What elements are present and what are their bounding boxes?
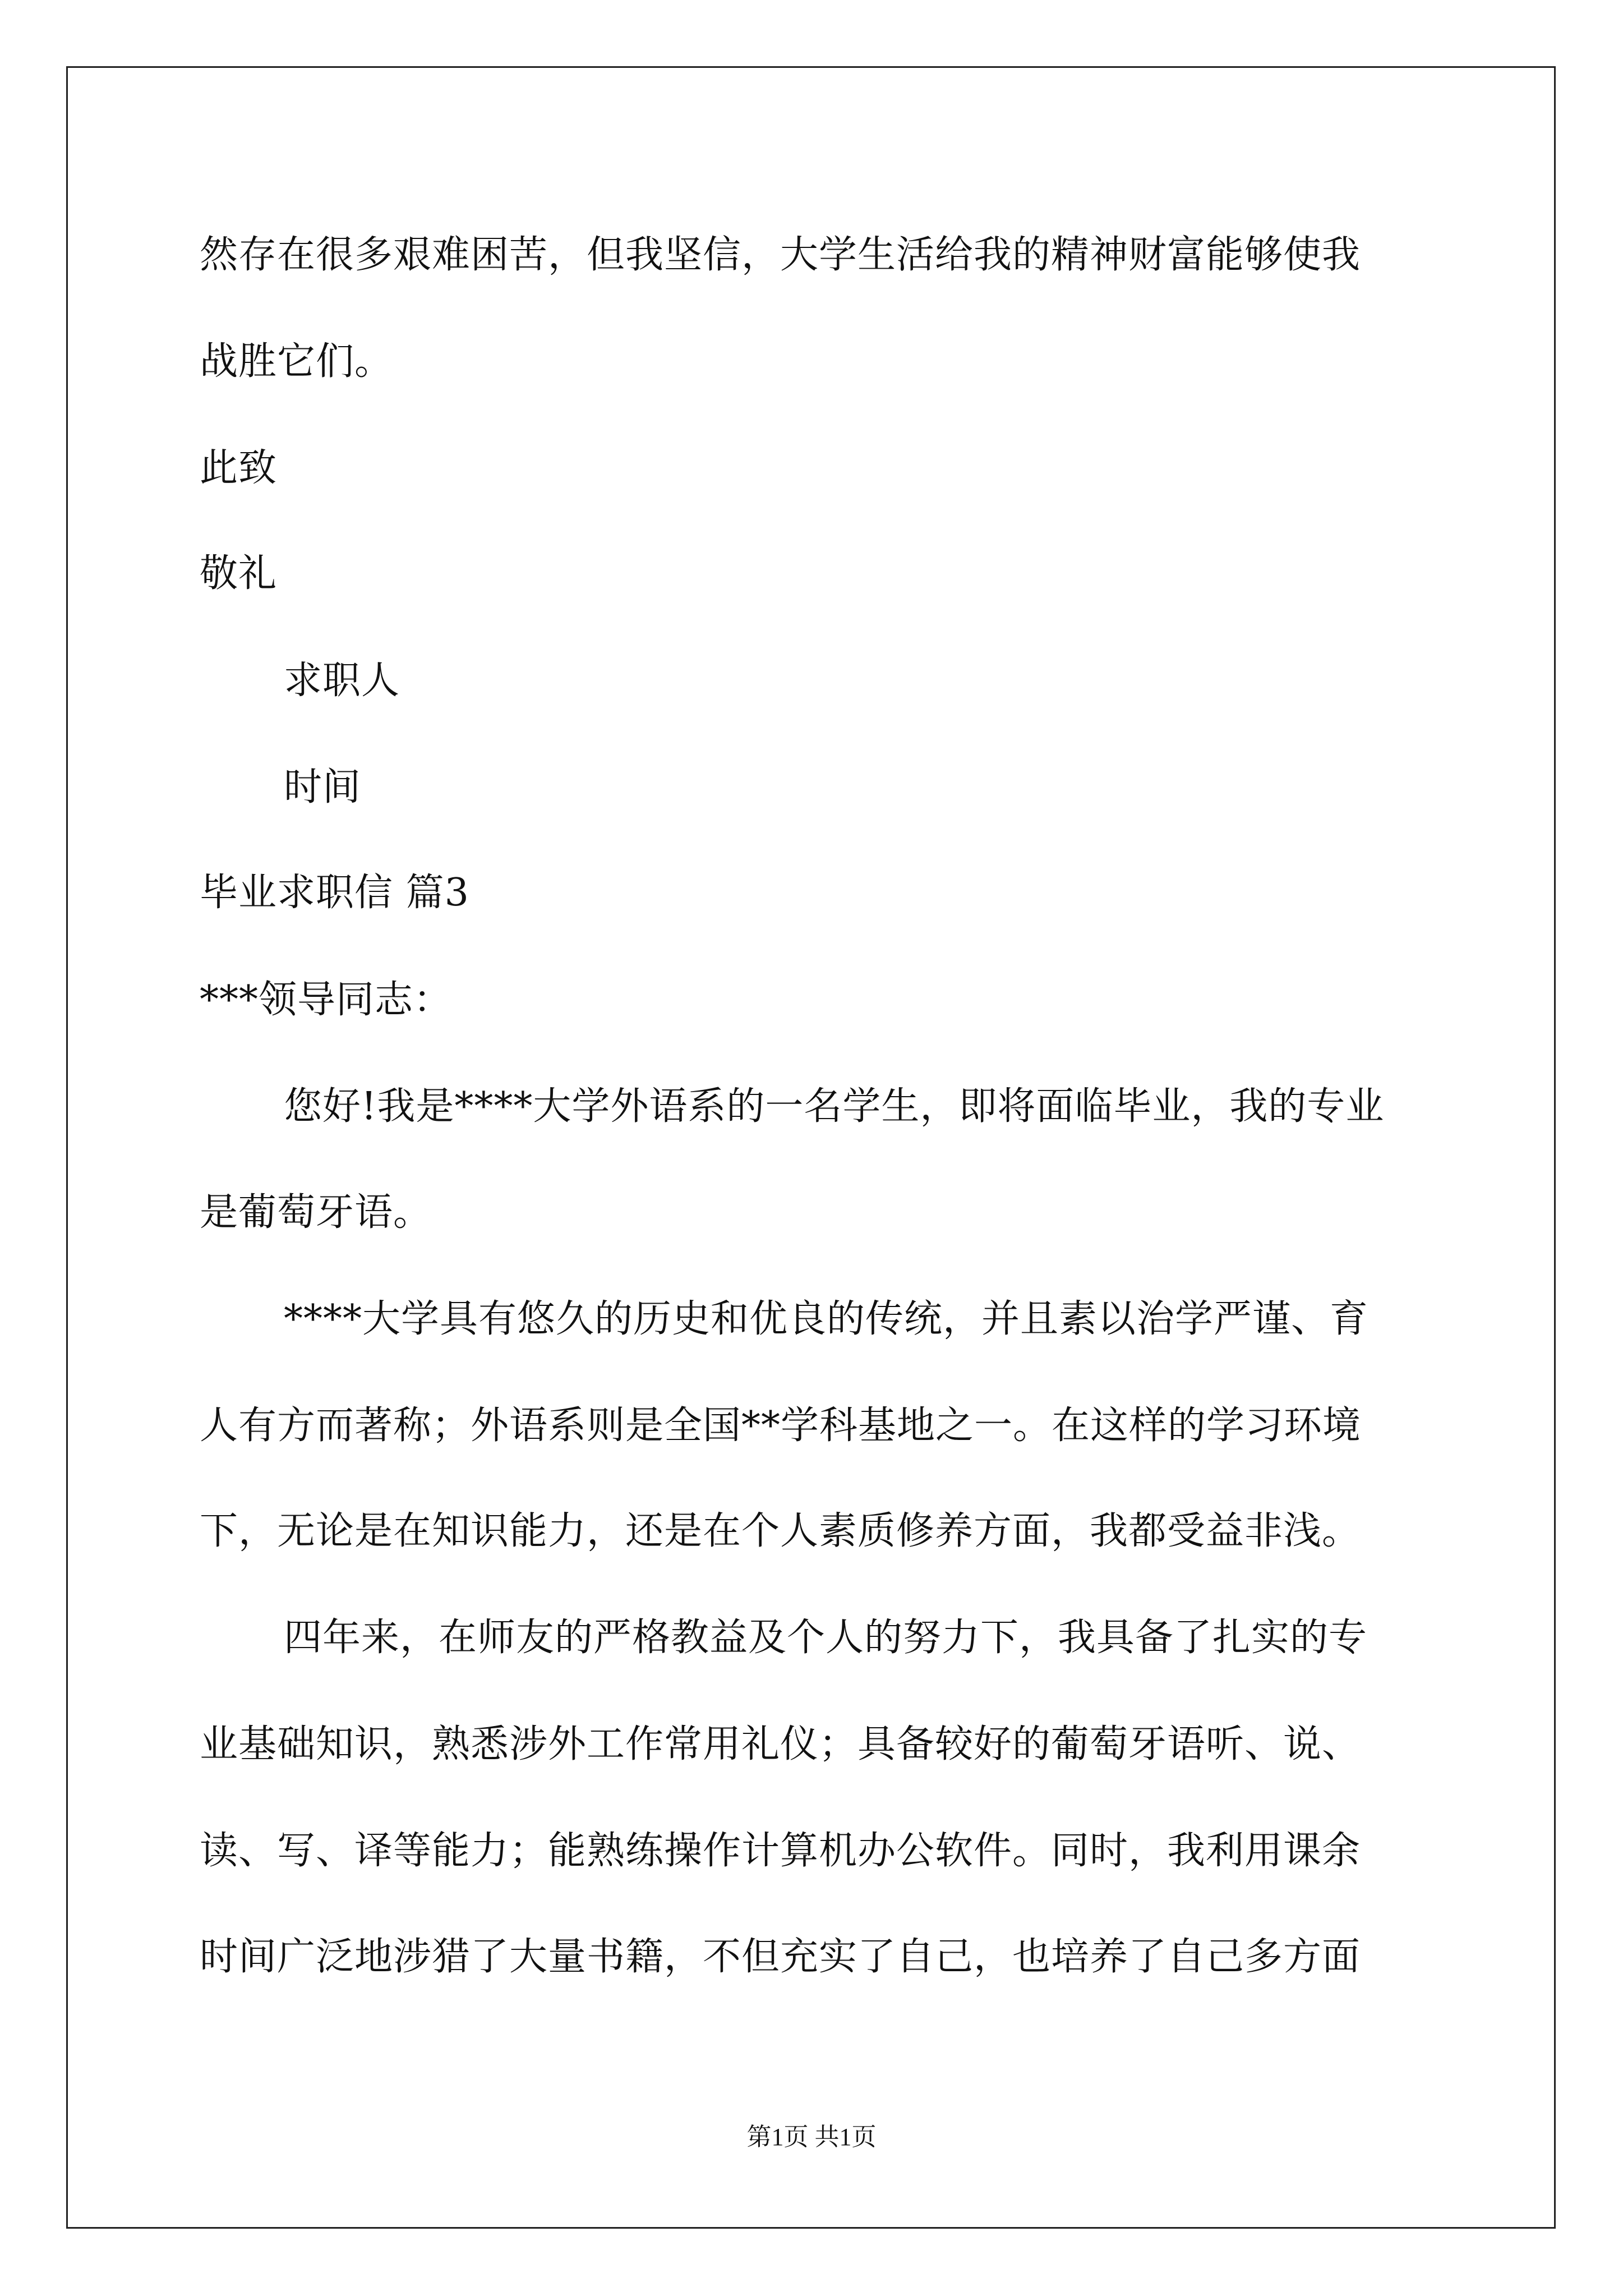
body-text-line: 是葡萄牙语。 xyxy=(200,1190,432,1235)
signature-date: 时间 xyxy=(284,765,362,809)
page-footer: 第1页 共1页 xyxy=(746,2123,877,2151)
section-heading: 毕业求职信 篇3 xyxy=(200,871,469,915)
body-text-line: 然存在很多艰难困苦，但我坚信，大学生活给我的精神财富能够使我 xyxy=(200,233,1361,277)
body-text-line: 业基础知识，熟悉涉外工作常用礼仪；具备较好的葡萄牙语听、说、 xyxy=(200,1722,1361,1766)
body-text-line: 读、写、译等能力；能熟练操作计算机办公软件。同时，我利用课余 xyxy=(200,1829,1361,1873)
body-text-line: 四年来，在师友的严格教益及个人的努力下，我具备了扎实的专 xyxy=(284,1616,1368,1660)
closing-salutation: 此致 xyxy=(200,446,278,490)
body-text-line: 人有方而著称；外语系则是全国**学科基地之一。在这样的学习环境 xyxy=(200,1404,1362,1448)
closing-regards: 敬礼 xyxy=(200,551,278,596)
body-text-line: ****大学具有悠久的历史和优良的传统，并且素以治学严谨、育 xyxy=(284,1297,1369,1341)
body-text-line: 您好!我是****大学外语系的一名学生，即将面临毕业，我的专业 xyxy=(284,1084,1385,1129)
page-border xyxy=(66,66,1556,2229)
letter-greeting: ***领导同志： xyxy=(200,978,453,1022)
body-text-line: 下，无论是在知识能力，还是在个人素质修养方面，我都受益非浅。 xyxy=(200,1509,1361,1553)
body-text-line: 时间广泛地涉猎了大量书籍，不但充实了自己，也培养了自己多方面 xyxy=(200,1935,1361,1979)
signature-applicant: 求职人 xyxy=(284,659,400,703)
body-text-line: 战胜它们。 xyxy=(200,339,394,384)
